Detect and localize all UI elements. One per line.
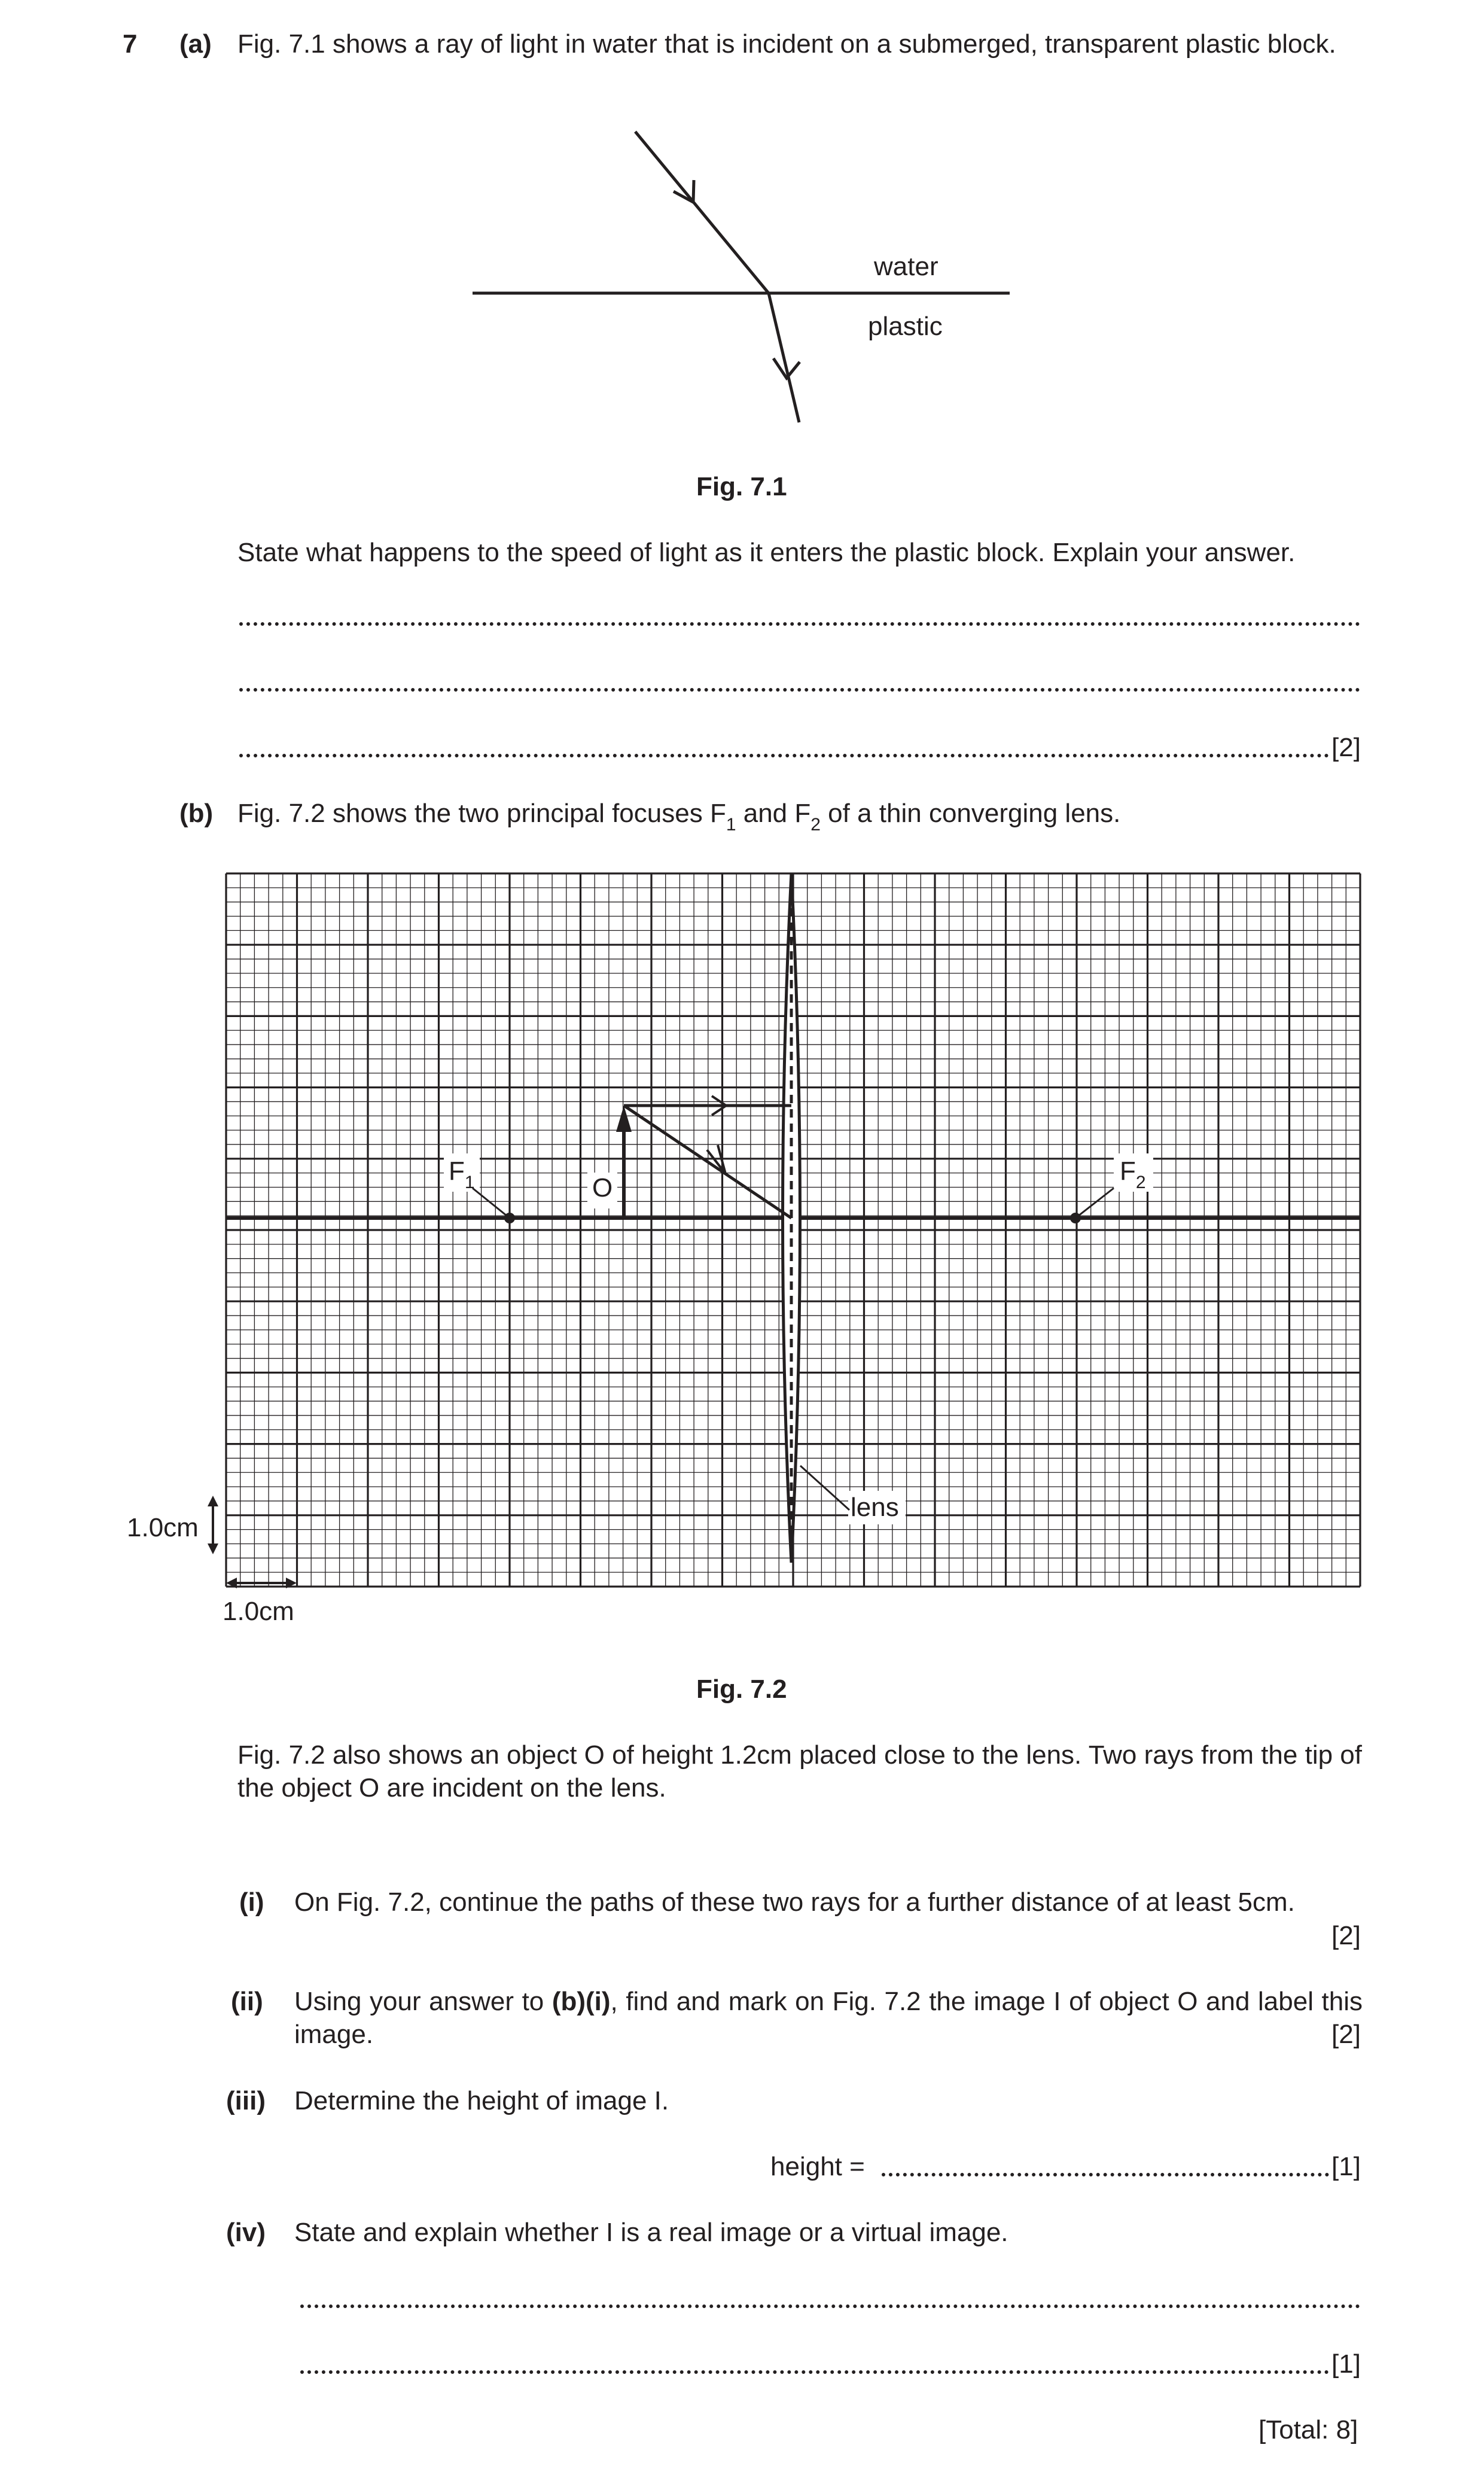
part-b-label: (b) (179, 799, 214, 828)
part-b-description: Fig. 7.2 also shows an object O of height 1.2cm placed close to the lens. Two rays from the tip of the object O are incident on the lens. (237, 1740, 1362, 1803)
fig-7-1-caption-text: Fig. 7.1 (696, 472, 787, 501)
water-label: water (874, 252, 938, 281)
vertical-scale-arrow-down (208, 1543, 218, 1554)
sub-iv-marks: [1] (1331, 2349, 1361, 2379)
sub-ii-label: (ii) (231, 1987, 263, 2016)
sub-ii-text-bold: (b)(i) (551, 1987, 611, 2016)
part-b-intro-mid: and F (736, 799, 811, 828)
sub-iv-label: (iv) (226, 2218, 266, 2247)
refracted-ray (769, 293, 799, 422)
part-a-label: (a) (179, 29, 212, 59)
sub-iii-text: Determine the height of image I. (294, 2086, 669, 2115)
height-answer-label: height = (770, 2152, 865, 2181)
horizontal-scale-label: 1.0cm (223, 1597, 294, 1626)
incident-ray (635, 132, 769, 293)
answer-line-a-1[interactable] (239, 622, 1360, 626)
f1-leader (473, 1188, 510, 1218)
vertical-scale-arrow-up (208, 1496, 218, 1506)
height-answer-line[interactable] (882, 2173, 1329, 2176)
answer-line-a-2[interactable] (239, 688, 1360, 692)
fig-7-2-caption: Fig. 7.2 (696, 1675, 787, 1704)
sub-ii-text (294, 1985, 1363, 2051)
sub-iii-label: (iii) (226, 2086, 266, 2115)
figure-7-1 (0, 0, 1484, 455)
part-b-intro-sub2: 2 (810, 815, 821, 835)
answer-line-iv-2[interactable] (300, 2370, 1329, 2374)
part-b-intro-pre: Fig. 7.2 shows the two principal focuses F (237, 799, 726, 828)
sub-iv-text: State and explain whether I is a real image or a virtual image. (294, 2218, 1008, 2247)
f2-leader (1075, 1188, 1114, 1218)
figure-7-2[interactable] (0, 838, 1484, 1651)
sub-i-label: (i) (239, 1887, 264, 1917)
answer-line-a-3[interactable] (239, 754, 1329, 757)
sub-i-text: On Fig. 7.2, continue the paths of these two rays for a further distance of at least 5cm. (294, 1887, 1295, 1917)
f2-label: $F_2$ (1120, 1156, 1146, 1192)
answer-line-iv-1[interactable] (300, 2304, 1360, 2308)
lens-label: lens (851, 1493, 899, 1522)
vertical-scale-label: 1.0cm (127, 1513, 199, 1542)
part-a-marks: [2] (1331, 733, 1361, 762)
part-a-prompt: State what happens to the speed of light as it enters the plastic block. Explain your answer. (237, 538, 1296, 567)
plastic-label: plastic (868, 312, 943, 341)
sub-i-marks: [2] (1331, 1921, 1361, 1950)
total-marks: [Total: 8] (1258, 2415, 1358, 2444)
part-b-intro-post: of a thin converging lens. (820, 799, 1121, 828)
sub-iii-marks: [1] (1331, 2152, 1361, 2181)
part-b-intro (237, 797, 1121, 835)
object-o-label: O (592, 1173, 613, 1202)
question-number: 7 (123, 29, 138, 59)
sub-ii-marks: [2] (1331, 2020, 1361, 2049)
part-b-intro-sub1: 1 (726, 815, 736, 835)
sub-ii-text-pre: Using your answer to (294, 1987, 552, 2016)
sub-ii-text-post: , find and mark on Fig. 7.2 the image I of object O and label this image. (294, 1987, 1363, 2049)
f1-label: $F_1$ (449, 1156, 475, 1192)
part-a-text: Fig. 7.1 shows a ray of light in water that is incident on a submerged, transparent plastic block. (237, 29, 1336, 59)
